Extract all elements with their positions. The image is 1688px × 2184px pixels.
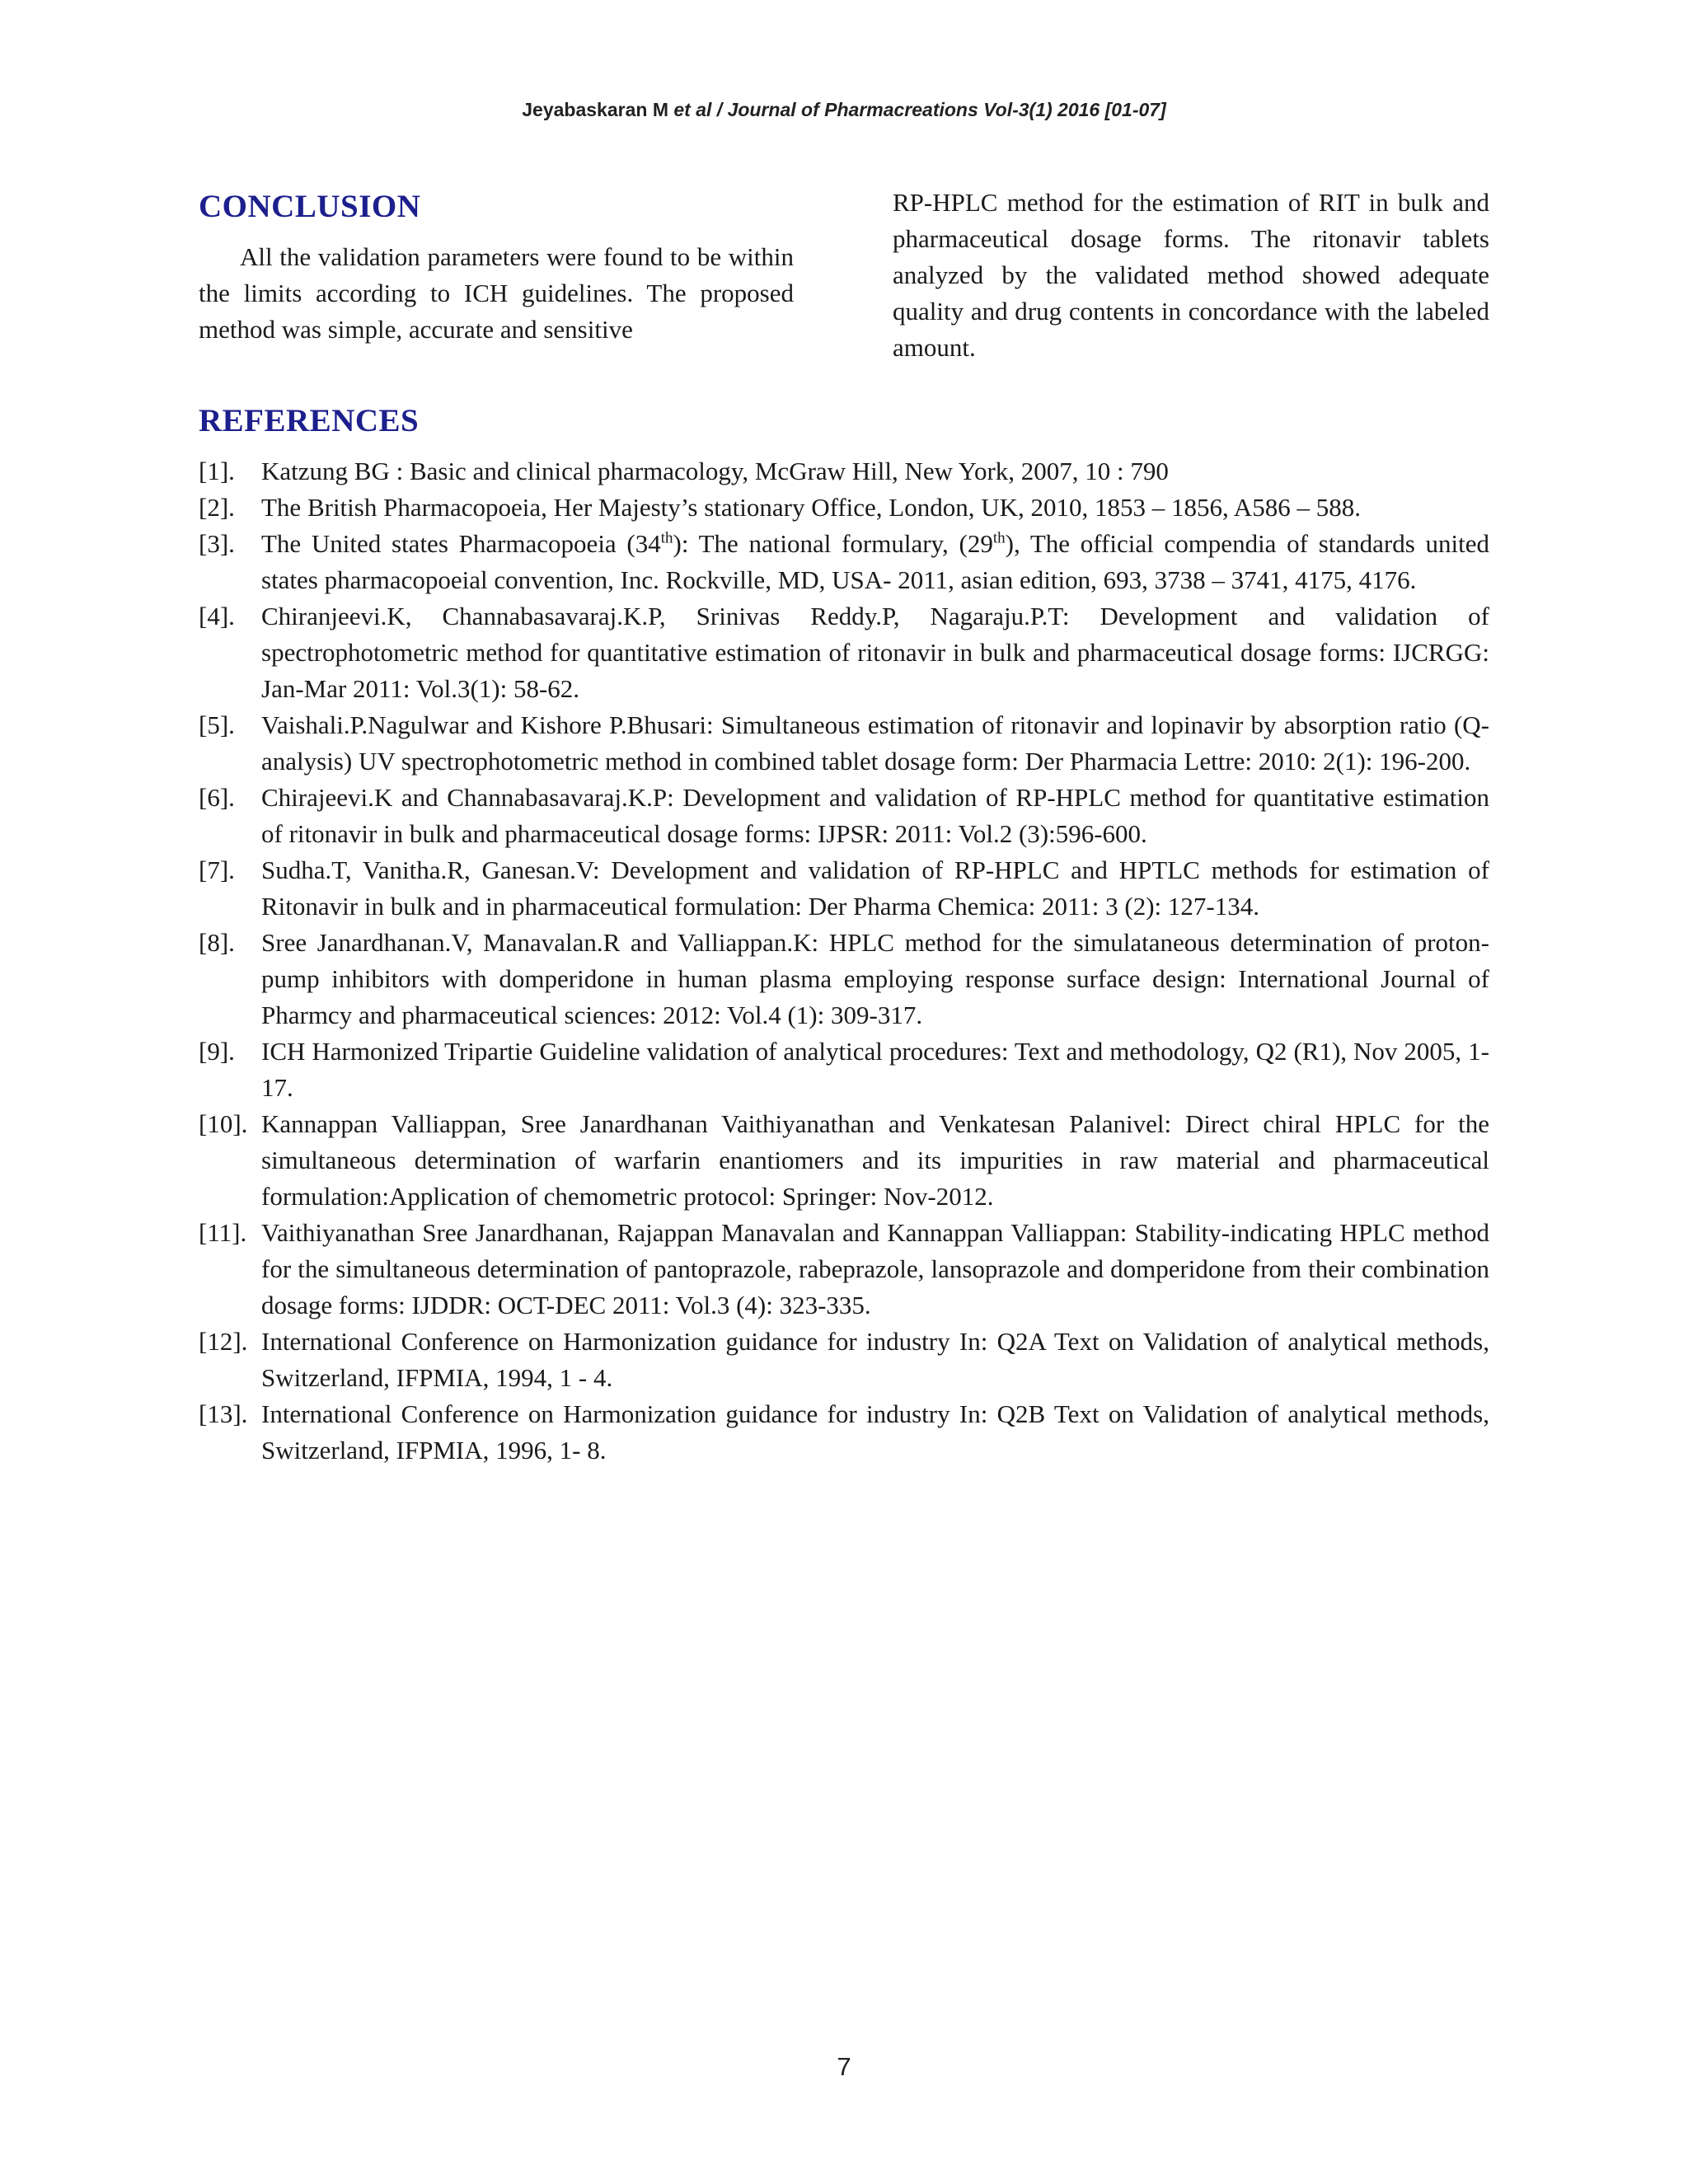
reference-text: Chirajeevi.K and Channabasavaraj.K.P: Development and validation of RP-HPLC method for quantitative estimation of ritonavir in bulk and pharmaceutical dosage forms: IJPSR: 2011: Vol.2 (3):596-600. bbox=[261, 783, 1489, 848]
reference-text-part: ), The official compendia of standards united states pharmacopoeial convention, Inc. Rockville, MD, USA- 2011, asian edition, 693, 3738 – 3741, 4175, 4176. bbox=[261, 529, 1489, 594]
superscript: th bbox=[660, 529, 673, 547]
reference-item-1 bbox=[199, 453, 1489, 490]
reference-number: [7]. bbox=[199, 855, 235, 884]
page-number: 7 bbox=[837, 2052, 851, 2081]
reference-text-part: The United states Pharmacopoeia (34 bbox=[261, 529, 661, 558]
reference-number: [10]. bbox=[199, 1109, 248, 1138]
reference-number: [5]. bbox=[199, 710, 235, 739]
conclusion-text-left: All the validation parameters were found to be within the limits according to ICH guidelines. The proposed method was simple, accurate and sensitive bbox=[199, 242, 794, 344]
reference-item-4 bbox=[199, 598, 1489, 707]
reference-item-7 bbox=[199, 852, 1489, 925]
conclusion-heading: CONCLUSION bbox=[199, 189, 421, 224]
reference-text: Chiranjeevi.K, Channabasavaraj.K.P, Srinivas Reddy.P, Nagaraju.P.T: Development and validation of spectrophotometric method for quantitative estimation of ritonavir in bulk and pharmaceutical dosage forms: IJCRGG: Jan-Mar 2011: Vol.3(1): 58-62. bbox=[261, 602, 1489, 703]
reference-text bbox=[261, 529, 1489, 594]
reference-number: [9]. bbox=[199, 1037, 235, 1066]
reference-text: Kannappan Valliappan, Sree Janardhanan Vaithiyanathan and Venkatesan Palanivel: Direct chiral HPLC for the simultaneous determination of warfarin enantiomers and its impurities in raw material and pharmaceutical formulation:Application of chemometric protocol: Springer: Nov-2012. bbox=[261, 1109, 1489, 1211]
reference-number: [13]. bbox=[199, 1399, 248, 1428]
reference-list bbox=[199, 453, 1489, 1469]
header-journal: / Journal of Pharmacreations Vol-3(1) 2016 [01-07] bbox=[711, 99, 1166, 120]
reference-text: Sudha.T, Vanitha.R, Ganesan.V: Development and validation of RP-HPLC and HPTLC methods for estimation of Ritonavir in bulk and in pharmaceutical formulation: Der Pharma Chemica: 2011: 3 (2): 127-134. bbox=[261, 855, 1489, 921]
reference-text: The British Pharmacopoeia, Her Majesty’s stationary Office, London, UK, 2010, 1853 – 1856, A586 – 588. bbox=[261, 493, 1361, 522]
reference-number: [6]. bbox=[199, 783, 235, 812]
reference-text: ICH Harmonized Tripartie Guideline validation of analytical procedures: Text and methodology, Q2 (R1), Nov 2005, 1-17. bbox=[261, 1037, 1489, 1102]
reference-item-8 bbox=[199, 925, 1489, 1033]
reference-number: [4]. bbox=[199, 602, 235, 630]
reference-item-10 bbox=[199, 1106, 1489, 1215]
references-heading: REFERENCES bbox=[199, 403, 420, 438]
reference-text: Vaishali.P.Nagulwar and Kishore P.Bhusari: Simultaneous estimation of ritonavir and lopinavir by absorption ratio (Q-analysis) UV spectrophotometric method in combined tablet dosage form: Der Pharmacia Lettre: 2010: 2(1): 196-200. bbox=[261, 710, 1489, 776]
header-etal: et al bbox=[673, 99, 712, 120]
reference-item-2 bbox=[199, 490, 1489, 526]
conclusion-text-right: RP-HPLC method for the estimation of RIT in bulk and pharmaceutical dosage forms. The ritonavir tablets analyzed by the validated method showed adequate quality and drug contents in concordance with the labeled amount. bbox=[893, 188, 1489, 362]
reference-item-11 bbox=[199, 1215, 1489, 1324]
reference-item-12 bbox=[199, 1324, 1489, 1396]
reference-item-13 bbox=[199, 1396, 1489, 1469]
reference-text-part: ): The national formulary, (29 bbox=[673, 529, 993, 558]
reference-item-5 bbox=[199, 707, 1489, 780]
reference-text: Sree Janardhanan.V, Manavalan.R and Valliappan.K: HPLC method for the simulataneous determination of proton-pump inhibitors with domperidone in human plasma employing response surface design: International Journal of Pharmcy and pharmaceutical sciences: 2012: Vol.4 (1): 309-317. bbox=[261, 928, 1489, 1029]
reference-item-6 bbox=[199, 780, 1489, 852]
reference-text: International Conference on Harmonization guidance for industry In: Q2B Text on Validation of analytical methods, Switzerland, IFPMIA, 1996, 1- 8. bbox=[261, 1399, 1489, 1465]
reference-number: [12]. bbox=[199, 1327, 248, 1356]
reference-text: International Conference on Harmonization guidance for industry In: Q2A Text on Validation of analytical methods, Switzerland, IFPMIA, 1994, 1 - 4. bbox=[261, 1327, 1489, 1392]
reference-number: [3]. bbox=[199, 529, 235, 558]
running-header bbox=[0, 99, 1688, 121]
reference-item-9 bbox=[199, 1033, 1489, 1106]
reference-number: [11]. bbox=[199, 1218, 247, 1247]
header-author: Jeyabaskaran M bbox=[522, 99, 674, 120]
reference-text: Katzung BG : Basic and clinical pharmacology, McGraw Hill, New York, 2007, 10 : 790 bbox=[261, 457, 1169, 485]
reference-number: [1]. bbox=[199, 457, 235, 485]
reference-text: Vaithiyanathan Sree Janardhanan, Rajappan Manavalan and Kannappan Valliappan: Stability-indicating HPLC method for the simultaneous determination of pantoprazole, rabeprazole, lansoprazole and domperidone from their combination dosage forms: IJDDR: OCT-DEC 2011: Vol.3 (4): 323-335. bbox=[261, 1218, 1489, 1319]
superscript: th bbox=[992, 529, 1006, 547]
reference-number: [2]. bbox=[199, 493, 235, 522]
reference-item-3 bbox=[199, 526, 1489, 598]
reference-number: [8]. bbox=[199, 928, 235, 957]
